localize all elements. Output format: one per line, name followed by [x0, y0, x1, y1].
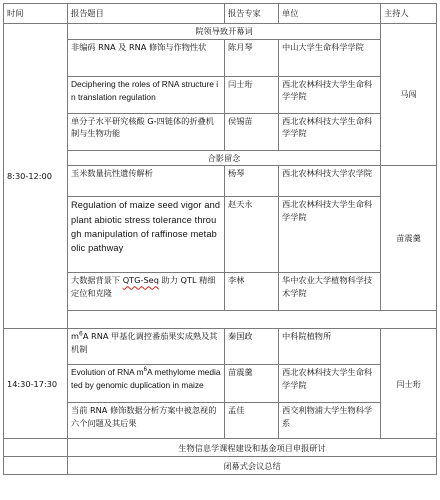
morning-host: 马闯 — [381, 24, 437, 166]
talk-unit: 中山大学生命科学学院 — [279, 39, 381, 76]
title-part: A methylome mediated by genomic duplication in maize — [71, 367, 221, 391]
header-topic: 报告题目 — [68, 4, 225, 24]
talk-speaker: 李林 — [225, 273, 279, 311]
table-row — [4, 329, 437, 365]
talk-speaker: 陈月琴 — [225, 39, 279, 76]
title-part: 大数据背景下 — [71, 275, 123, 286]
table-row — [4, 39, 437, 76]
talk-unit: 西北农林科技大学生命科学学院 — [279, 113, 381, 150]
title-part: Evolution of RNA m — [71, 367, 144, 378]
talk-unit: 西北农林科技大学生命科学学院 — [279, 76, 381, 113]
talk-unit: 西北农林科技大学生命科学学院 — [279, 197, 381, 273]
title-part-flagged: QTG-Seq — [122, 275, 159, 286]
talk-title — [68, 365, 225, 403]
talk-title — [68, 329, 225, 365]
title-part: 助力 QTL 精细定位和克隆 — [71, 275, 216, 299]
talk-speaker: 杨琴 — [225, 166, 279, 197]
table-row — [4, 24, 437, 40]
table-row — [4, 365, 437, 403]
afternoon-host: 闫士珩 — [381, 329, 437, 439]
talk-unit: 华中农业大学植物科学技术学院 — [279, 273, 381, 311]
table-row — [4, 113, 437, 150]
discussion-session: 生物信息学课程建设和基金项目申报研讨 — [68, 439, 437, 457]
talk-speaker: 秦国政 — [225, 329, 279, 365]
talk-speaker: 苗震羹 — [225, 365, 279, 403]
talk-unit: 西北农林科技大学农学院 — [279, 166, 381, 197]
talk-speaker: 闫士珩 — [225, 76, 279, 113]
table-row — [4, 166, 437, 197]
table-row — [4, 439, 437, 457]
table-row — [4, 403, 437, 439]
table-row — [4, 273, 437, 311]
talk-title: 当前 RNA 修饰数据分析方案中被忽视的六个问题及其后果 — [68, 403, 225, 439]
header-row — [4, 4, 437, 24]
talk-speaker: 孟佳 — [225, 403, 279, 439]
superscript: 6 — [78, 330, 83, 338]
talk-title: Deciphering the roles of RNA structure in translation regulation — [68, 76, 225, 113]
morning-host-2: 苗震羹 — [381, 166, 437, 311]
talk-title: 玉米数量抗性遗传解析 — [68, 166, 225, 197]
title-part: A RNA 甲基化调控番茄果实成熟及其机制 — [71, 331, 218, 355]
table-row — [4, 457, 437, 475]
header-unit: 单位 — [279, 4, 381, 24]
afternoon-time: 14:30-17:30 — [4, 329, 68, 439]
talk-speaker: 赵天永 — [225, 197, 279, 273]
talk-title: 单分子水平研究核酸 G-四链体的折叠机制与生物功能 — [68, 113, 225, 150]
table-row — [4, 197, 437, 273]
superscript: 6 — [143, 367, 147, 374]
opening-remarks: 院领导致开幕词 — [68, 24, 381, 40]
talk-title — [68, 273, 225, 311]
table-row-empty — [4, 311, 437, 329]
talk-title: 非编码 RNA 及 RNA 修饰与作物性状 — [68, 39, 225, 76]
header-time: 时间 — [4, 4, 68, 24]
empty-cell — [4, 457, 68, 475]
morning-time: 8:30-12:00 — [4, 24, 68, 329]
talk-unit: 中科院植物所 — [279, 329, 381, 365]
header-speaker: 报告专家 — [225, 4, 279, 24]
table-row — [4, 150, 437, 166]
empty-cell — [68, 311, 437, 329]
talk-speaker: 侯锡苗 — [225, 113, 279, 150]
talk-title: Regulation of maize seed vigor and plant abiotic stress tolerance through manipulation of raffinose metabolic pathway — [68, 197, 225, 273]
header-host: 主持人 — [381, 4, 437, 24]
table-row — [4, 76, 437, 113]
talk-unit: 西北农林科技大学生命科学学院 — [279, 365, 381, 403]
schedule-table — [3, 3, 437, 475]
group-photo: 合影留念 — [68, 150, 381, 166]
talk-unit: 西交利物浦大学生物科学系 — [279, 403, 381, 439]
title-part: m — [71, 331, 79, 342]
closing-ceremony: 闭幕式会议总结 — [68, 457, 437, 475]
empty-cell — [4, 439, 68, 457]
